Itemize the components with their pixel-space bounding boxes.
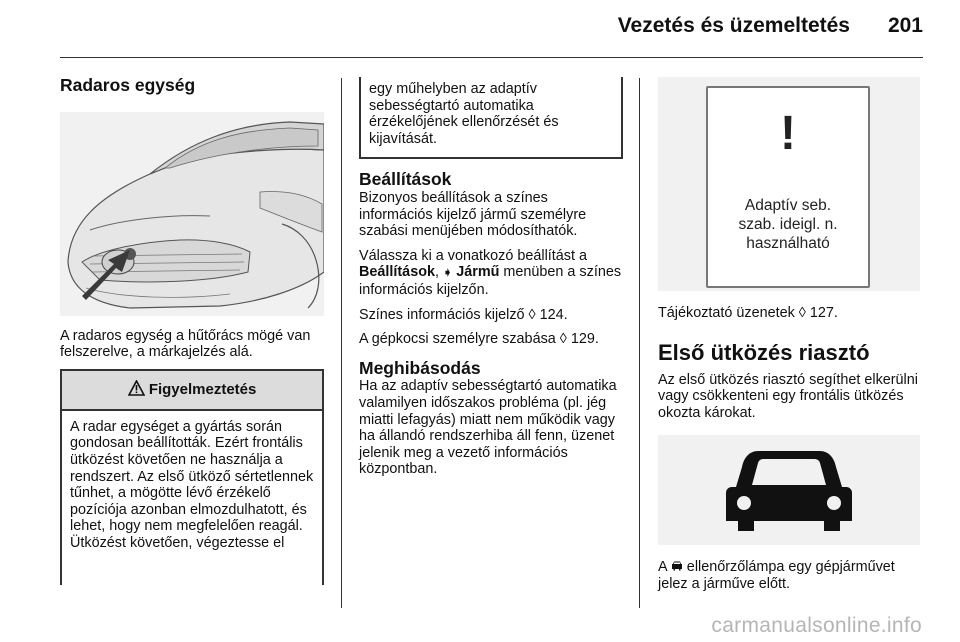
warning-triangle-icon bbox=[128, 380, 145, 396]
warning-title: Figyelmeztetés bbox=[148, 380, 257, 398]
column-divider-1 bbox=[341, 78, 342, 608]
indicator-lamp-text: A ellenőrzőlámpa egy gépjárművet jelez a járműve előtt. bbox=[658, 559, 895, 592]
display-message-line-3: használható bbox=[746, 235, 830, 252]
radar-caption: A radaros egység a hűtőrács mögé van felszerelve, a márkajelzés alá. bbox=[60, 327, 311, 361]
warning-box-continued: egy műhelyben az adaptív sebességtartó automatika érzékelőjének ellenőrzését és kijavítását. bbox=[359, 77, 623, 159]
car-front-radar-illustration bbox=[60, 112, 324, 316]
warning-box bbox=[60, 369, 324, 585]
column-1 bbox=[60, 77, 324, 585]
info-messages-reference: Tájékoztató üzenetek ◊ 127. bbox=[658, 305, 838, 321]
settings-paragraph-1: Bizonyos beállítások a színes információs kijelző jármű személyre szabási menüjében módosíthatók. bbox=[359, 189, 587, 240]
vehicle-menu-label: Jármű bbox=[452, 264, 500, 281]
display-message-line-1: Adaptív seb. bbox=[744, 197, 832, 214]
header-divider bbox=[60, 57, 923, 58]
fcw-paragraph: Az első ütközés riasztó segíthet elkerülni vagy csökkenteni egy frontális ütközés okozta károkat. bbox=[658, 371, 918, 421]
section-heading-fault: Meghibásodás bbox=[359, 357, 481, 378]
running-header-title: Vezetés és üzemeltetés bbox=[617, 14, 850, 37]
warning-box-header bbox=[62, 371, 322, 411]
settings-paragraph-2: Válassza ki a vonatkozó beállítást a Beállítások, ➧ Jármű menüben a színes információs kijelzőn. bbox=[359, 247, 622, 298]
fault-paragraph: Ha az adaptív sebességtartó automatika valamilyen időszakos probléma (pl. jég miatti lefagyás) miatt nem működik vagy ha állandó rendszerhiba áll fenn, üzenet jelenik meg a vezető információs központban. bbox=[359, 378, 617, 478]
column-2 bbox=[359, 77, 623, 486]
section-heading-settings: Beállítások bbox=[359, 169, 452, 190]
section-heading-forward-collision-alert: Első ütközés riasztó bbox=[658, 339, 870, 365]
settings-reference-2: A gépkocsi személyre szabása ◊ 129. bbox=[359, 331, 599, 348]
settings-menu-label: Beállítások bbox=[359, 264, 435, 281]
page-number: 201 bbox=[887, 14, 923, 37]
column-divider-2 bbox=[639, 78, 640, 608]
car-indicator-figure bbox=[658, 435, 920, 545]
arrow-icon: ➧ bbox=[443, 267, 453, 280]
cluster-display-figure bbox=[658, 77, 920, 291]
warning-text: A radar egységet a gyártás során gondosan beállították. Ezért frontális ütközést követően ne használja a rendszert. Az első ütköző sértetlennek tűnhet, a mögötte lévő érzékelő pozíciója azonban elmozdulhatott, és lehet, hogy nem megfelelően reagál. Ütközést követően, végeztesse el bbox=[70, 418, 314, 551]
car-front-icon bbox=[671, 560, 683, 572]
cluster-display-screen bbox=[706, 86, 870, 288]
exclamation-icon: ! bbox=[780, 107, 796, 160]
car-front-icon bbox=[658, 435, 920, 545]
column-3 bbox=[658, 77, 920, 601]
display-message-line-2: szab. ideigl. n. bbox=[738, 216, 838, 233]
section-heading-radar: Radaros egység bbox=[60, 75, 196, 95]
watermark: carmanualsonline.info bbox=[711, 614, 922, 637]
car-radar-figure bbox=[60, 112, 324, 316]
settings-reference-1: Színes információs kijelző ◊ 124. bbox=[359, 306, 568, 323]
